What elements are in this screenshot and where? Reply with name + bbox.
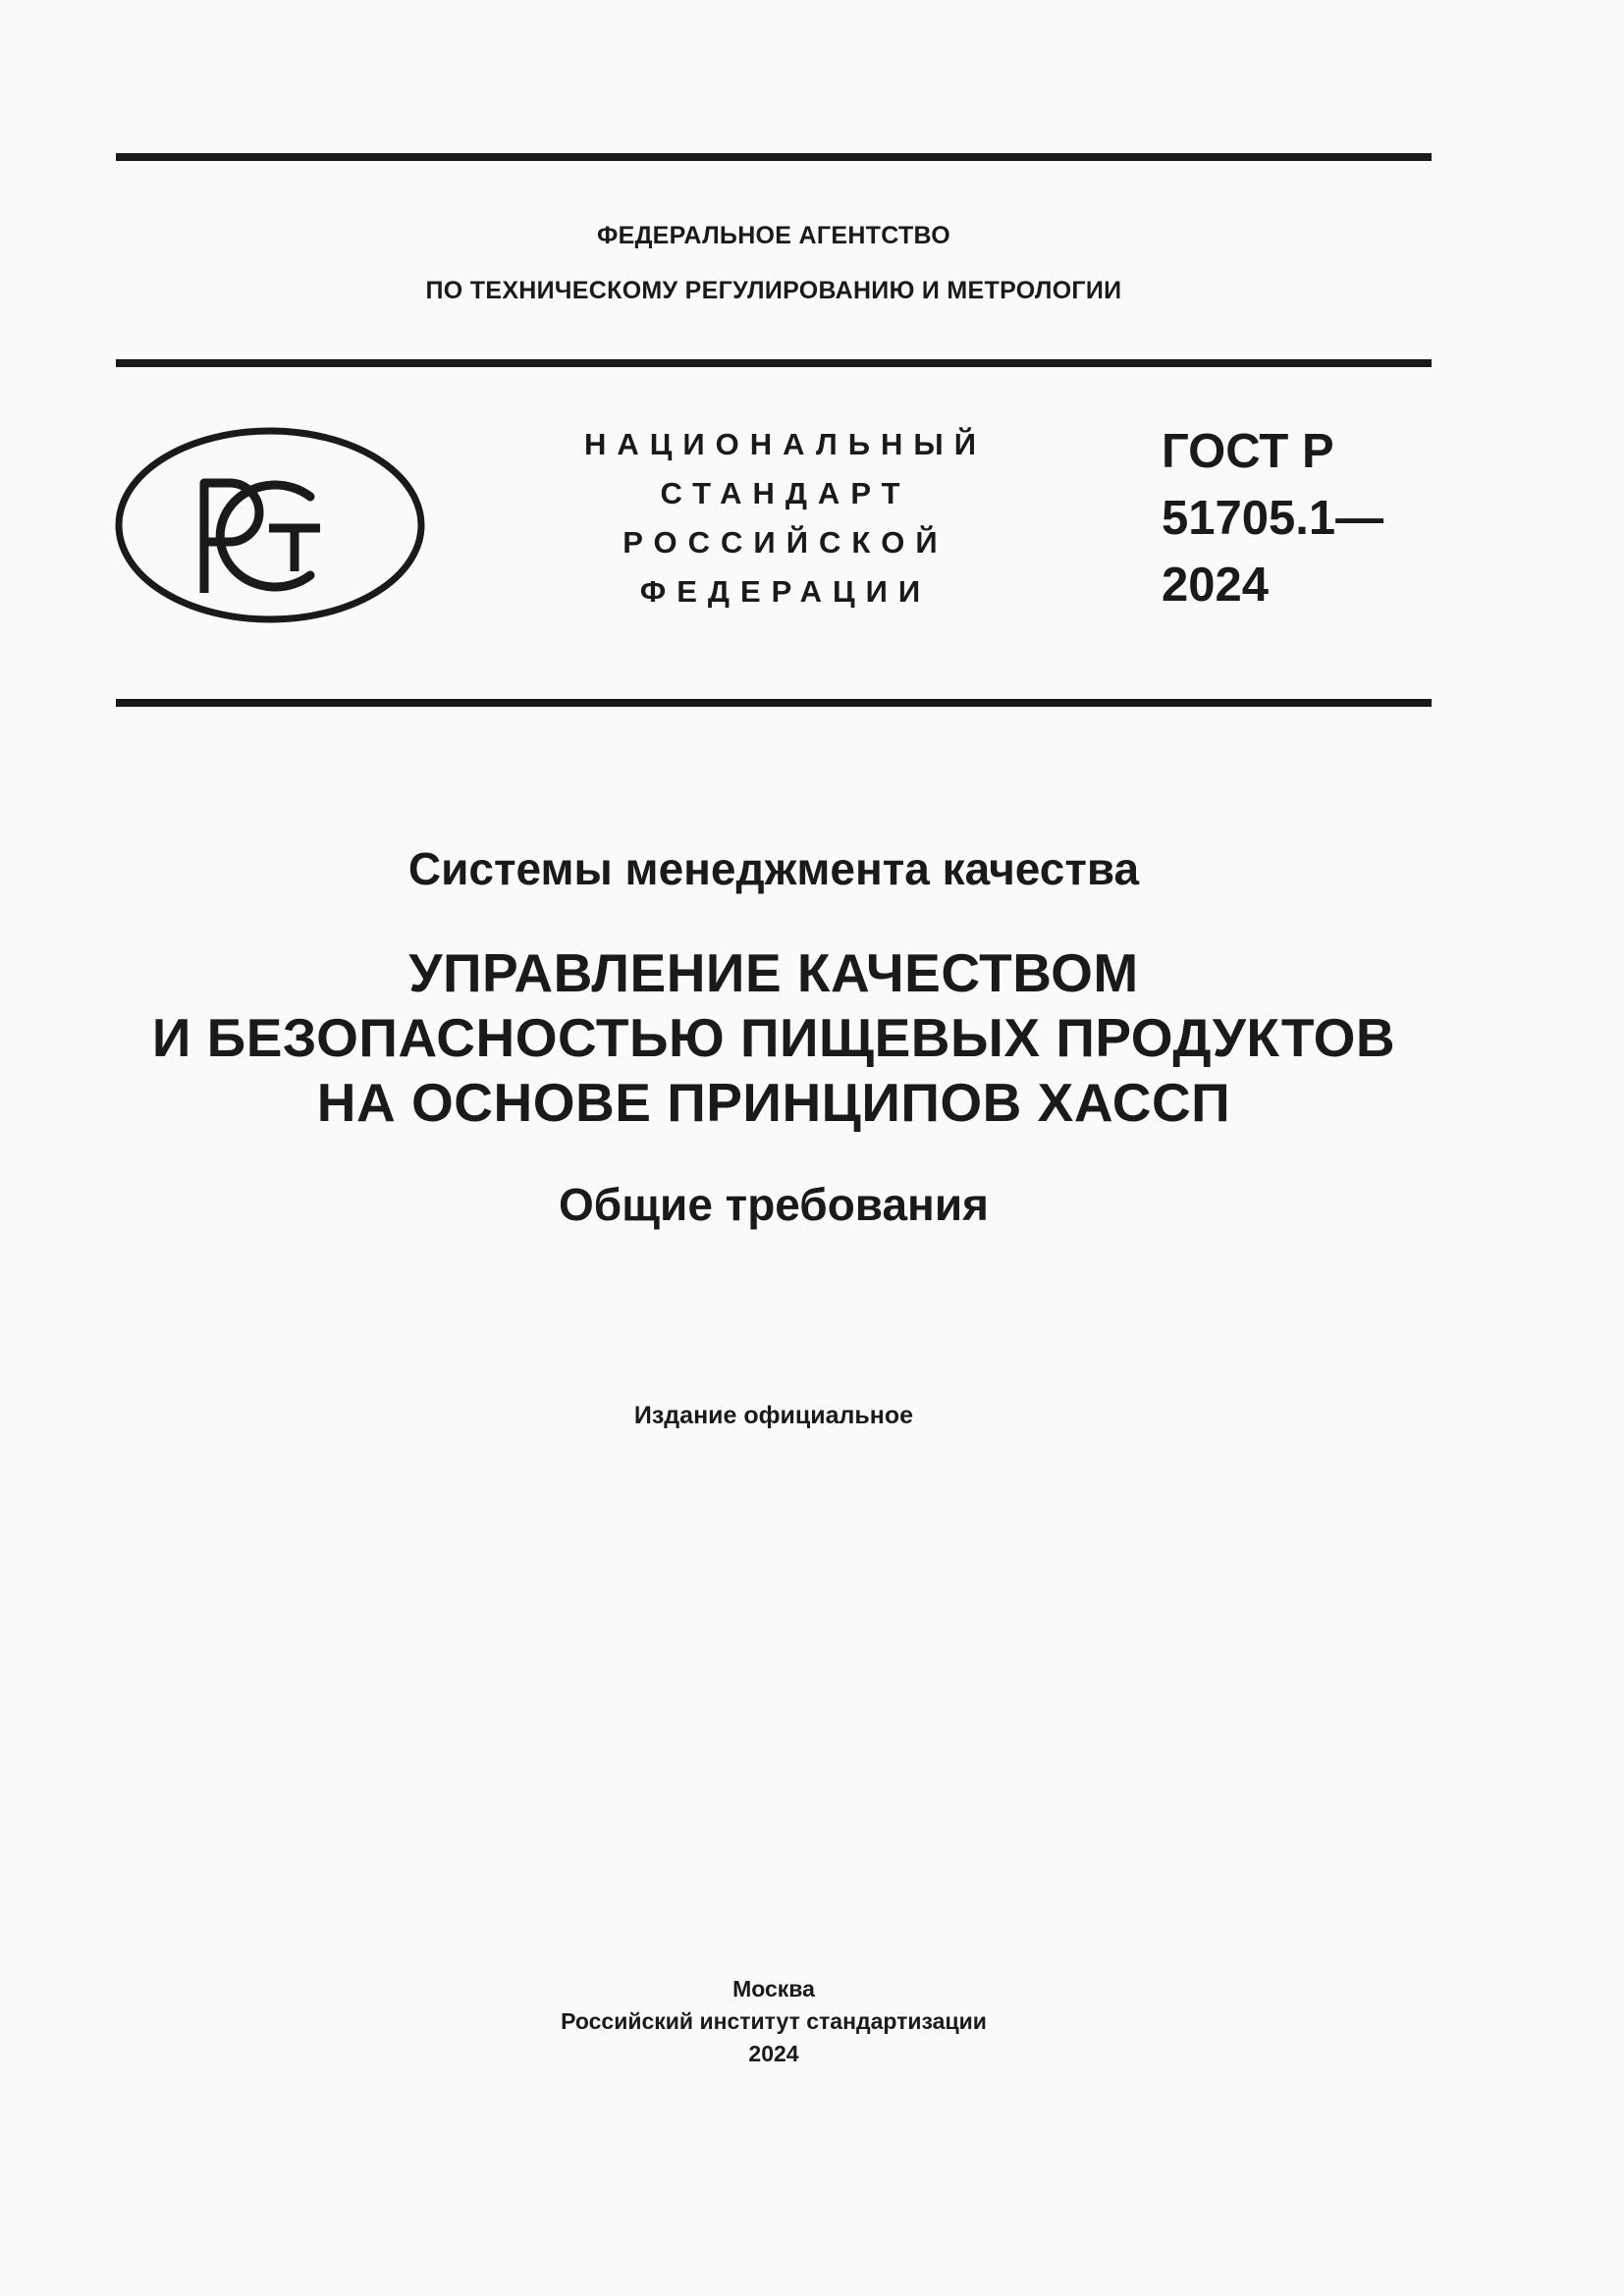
main-title-line-3: НА ОСНОВЕ ПРИНЦИПОВ ХАССП (316, 1072, 1231, 1133)
subtitle: Общие требования (559, 1179, 989, 1230)
imprint-year: 2024 (748, 2041, 799, 2066)
title-divider-rule (116, 699, 1432, 707)
imprint-publisher: Российский институт стандартизации (561, 2008, 987, 2034)
standard-type-block (550, 420, 1021, 616)
designation-line-2: 51705.1— (1162, 492, 1384, 545)
agency-name-line-2: ПО ТЕХНИЧЕСКОМУ РЕГУЛИРОВАНИЮ И МЕТРОЛОГИИ (425, 277, 1122, 304)
top-rule (116, 153, 1432, 161)
standard-designation (1162, 418, 1383, 618)
agency-name-line-1: ФЕДЕРАЛЬНОЕ АГЕНТСТВО (596, 222, 951, 249)
standard-type-line-4: ФЕДЕРАЦИИ (639, 574, 932, 609)
main-title (116, 940, 1432, 1135)
standard-type-line-2: СТАНДАРТ (660, 476, 911, 510)
imprint-city: Москва (732, 1976, 815, 2002)
imprint (116, 1973, 1432, 2070)
main-title-line-2: И БЕЗОПАСНОСТЬЮ ПИЩЕВЫХ ПРОДУКТОВ (151, 1007, 1396, 1068)
header-divider-rule (116, 359, 1432, 367)
designation-line-1: ГОСТ Р (1162, 425, 1334, 478)
series-title: Системы менеджмента качества (407, 843, 1140, 894)
standard-type-line-1: НАЦИОНАЛЬНЫЙ (583, 427, 988, 461)
edition-note: Издание официальное (633, 1402, 914, 1429)
designation-line-3: 2024 (1162, 559, 1270, 612)
main-title-line-1: УПРАВЛЕНИЕ КАЧЕСТВОМ (408, 942, 1139, 1003)
rst-certification-mark-icon (114, 426, 426, 624)
standard-type-line-3: РОССИЙСКОЙ (623, 525, 948, 560)
